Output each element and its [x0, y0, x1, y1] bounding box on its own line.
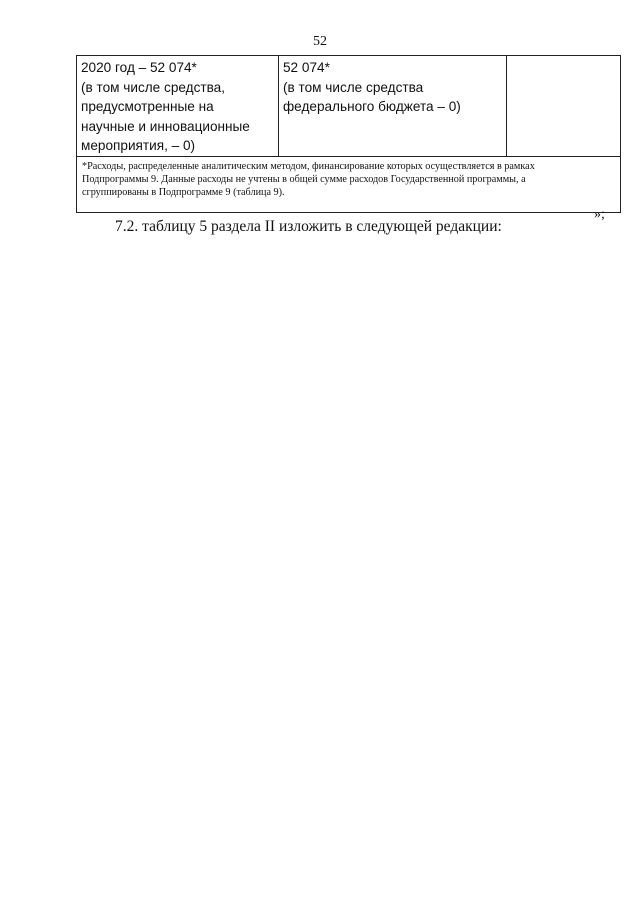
cell-line: предусмотренные на — [81, 99, 214, 114]
table-cell-empty — [507, 56, 621, 157]
footnote-line: *Расходы, распределенные аналитическим методом, финансирование которых осуществляется в рамках — [82, 160, 535, 172]
closing-quote: »; — [594, 207, 605, 222]
program-table — [76, 55, 621, 213]
table-cell-amount — [279, 56, 507, 157]
table-cell-year-amount — [77, 56, 279, 157]
footnote-cell — [77, 156, 621, 212]
cell-line: научные и инновационные — [81, 118, 250, 134]
page-number: 52 — [313, 34, 327, 49]
cell-line: федерального бюджета – 0) — [283, 99, 461, 114]
paragraph-text: 7.2. таблицу 5 раздела II изложить в следующей редакции: — [115, 218, 502, 235]
cell-line: (в том числе средства — [283, 79, 424, 95]
footnote-line: Подпрограммы 9. Данные расходы не учтены в общей сумме расходов Государственной программы, а — [82, 173, 526, 185]
cell-line: 52 074* — [283, 60, 330, 75]
cell-line: мероприятия, – 0) — [81, 138, 196, 153]
cell-line: 2020 год – 52 074* — [81, 60, 197, 75]
table-row — [77, 56, 621, 157]
table-row-footnote — [77, 156, 621, 212]
footnote-line: сгруппированы в Подпрограмме 9 (таблица 9). — [82, 186, 285, 198]
cell-line: (в том числе средства, — [81, 79, 226, 95]
